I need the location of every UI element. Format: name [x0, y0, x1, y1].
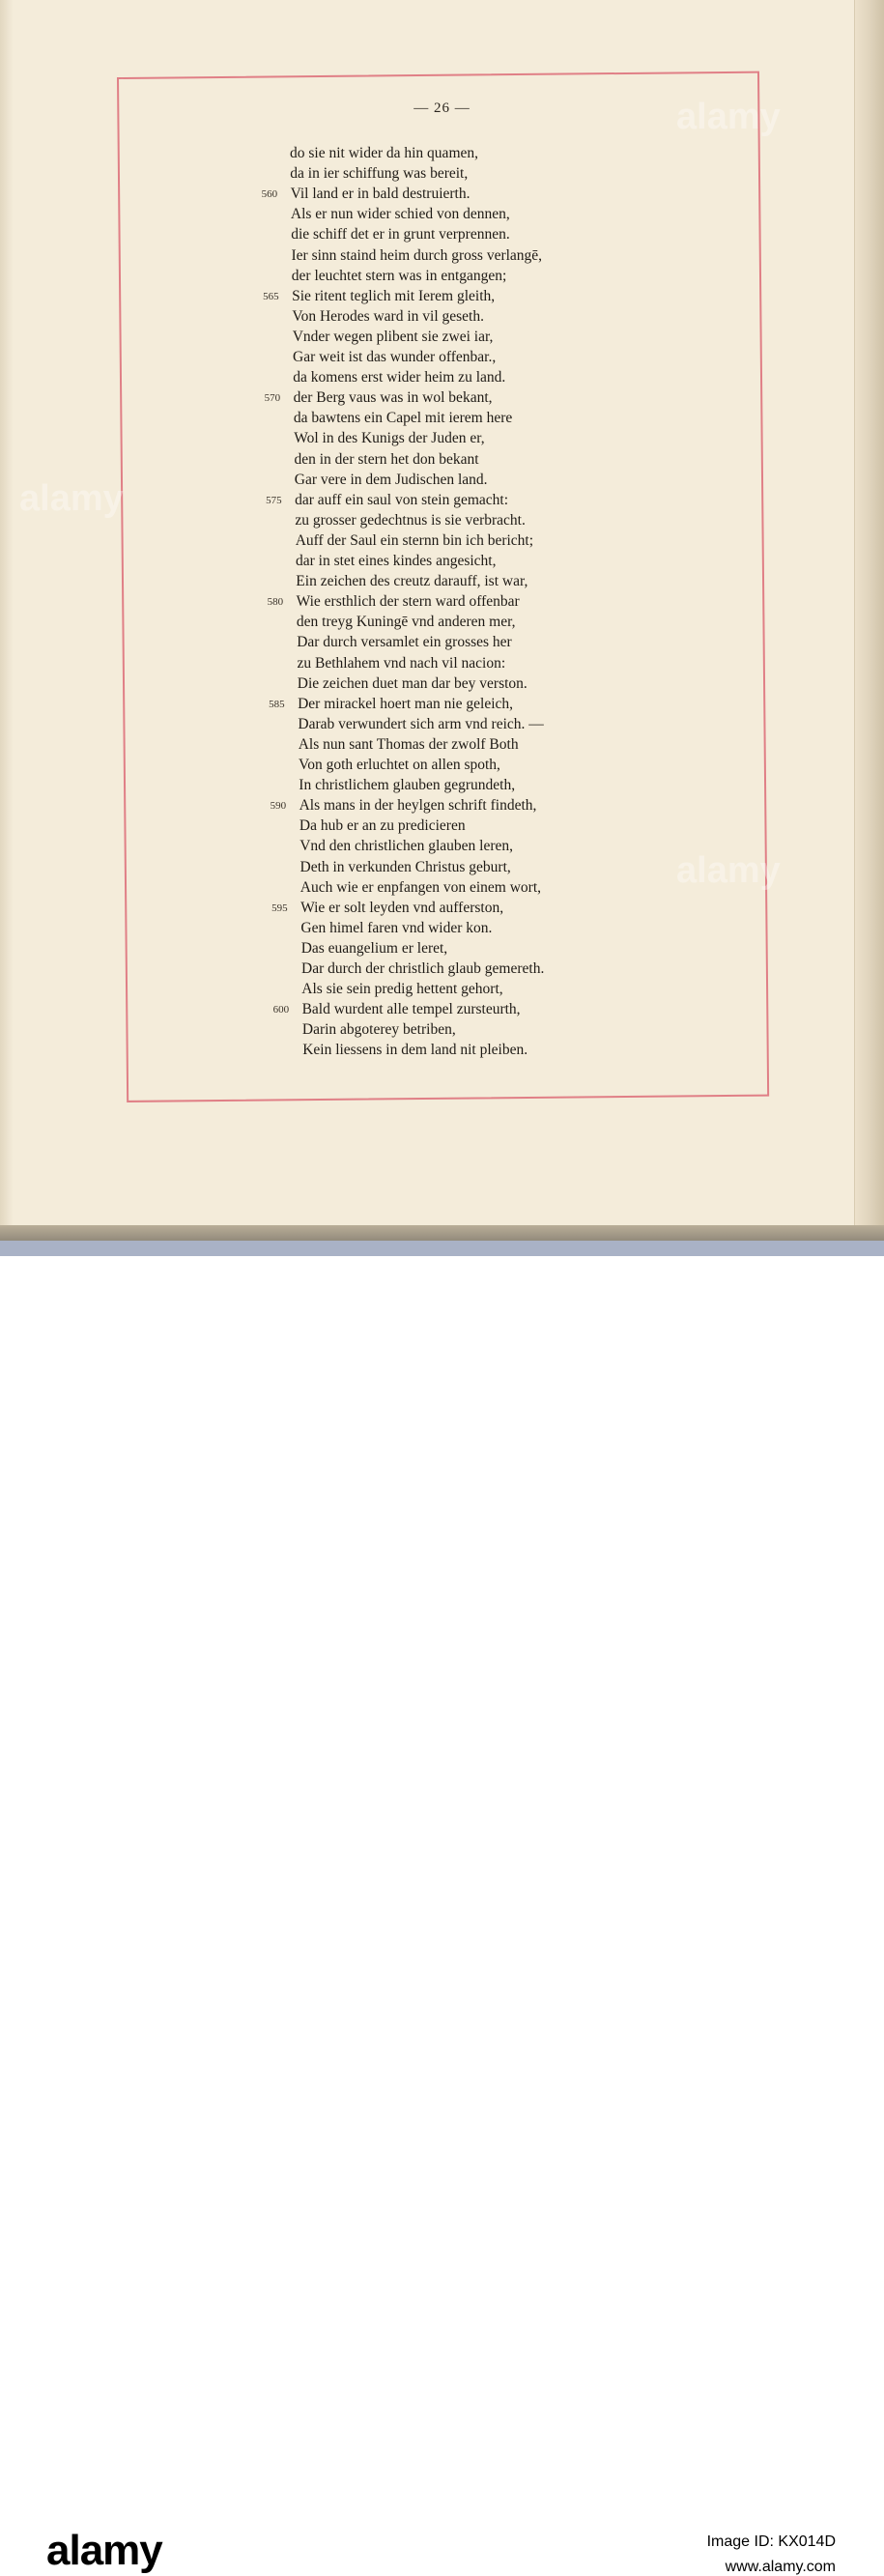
verse-line: Kein liessens in dem land nit pleiben.	[302, 1042, 528, 1059]
verse-line: Gar vere in dem Judischen land.	[294, 471, 488, 488]
verse-line: Gar weit ist das wunder offenbar.,	[293, 349, 497, 365]
line-number: 600	[272, 1004, 290, 1016]
verse-line: zu grosser gedechtnus is sie verbracht.	[295, 511, 526, 529]
verse-line: zu Bethlahem vnd nach vil nacion:	[297, 654, 506, 672]
verse-line: Dar durch der christlich glaub gemereth.	[301, 960, 545, 977]
line-number: 570	[264, 392, 281, 405]
verse-line: Von goth erluchtet on allen spoth,	[299, 757, 500, 773]
book-cover-strip	[0, 1241, 884, 1256]
verse-line: Vil land er in bald destruierth.	[290, 186, 471, 203]
page-edge	[854, 0, 884, 1232]
verse-line: Als sie sein predig hettent gehort,	[301, 981, 503, 998]
verse-line: den treyg Kuningē vnd anderen mer,	[296, 614, 516, 631]
scanned-page	[0, 0, 884, 1256]
site-url: www.alamy.com	[725, 2559, 836, 2575]
verse-line: Bald wurdent alle tempel zursteurth,	[301, 1001, 521, 1018]
verse-line: dar in stet eines kindes angesicht,	[296, 553, 497, 569]
verse-line: der leuchtet stern was in entgangen;	[291, 267, 507, 284]
line-number: 565	[263, 290, 279, 302]
verse-line: Da hub er an zu predicieren	[299, 817, 466, 835]
verse-line: den in der stern het don bekant	[294, 450, 479, 468]
verse-line: da bawtens ein Capel mit ierem here	[293, 410, 513, 427]
line-number: 560	[261, 188, 278, 201]
verse-line: Von Herodes ward in vil geseth.	[292, 307, 484, 325]
verse-line: Die zeichen duet man dar bey verston.	[297, 674, 528, 692]
verse-line: Darin abgoterey betriben,	[301, 1021, 456, 1039]
page-number: — 26 —	[413, 100, 471, 116]
watermark-logo: alamy	[676, 97, 781, 137]
verse-line: Wie ersthlich der stern ward offenbar	[296, 593, 520, 611]
verse-line: Wol in des Kunigs der Juden er,	[294, 430, 485, 447]
watermark-logo: alamy	[676, 850, 781, 891]
verse-line: Vnder wegen plibent sie zwei iar,	[292, 328, 494, 345]
verse-line: Dar durch versamlet ein grosses her	[297, 634, 512, 651]
verse-line: Darab verwundert sich arm vnd reich. —	[298, 715, 544, 732]
line-number: 580	[267, 596, 284, 609]
verse-line: dar auff ein saul von stein gemacht:	[295, 491, 509, 508]
verse-line: Deth in verkunden Christus geburt,	[299, 858, 511, 875]
stock-footer	[0, 1256, 884, 2575]
verse-line: Ein zeichen des creutz darauff, ist war,	[296, 573, 528, 590]
verse-line: die schiff det er in grunt verprennen.	[291, 226, 510, 243]
line-number: 595	[271, 902, 288, 914]
verse-line: Das euangelium er leret,	[300, 939, 448, 957]
verse-line: da in ier schiffung was bereit,	[290, 165, 469, 183]
verse-line: da komens erst wider heim zu land.	[293, 369, 506, 386]
verse-line: Als mans in der heylgen schrift findeth,	[299, 797, 537, 815]
verse-line: Vnd den christlichen glauben leren,	[299, 838, 513, 855]
verse-line: Wie er solt leyden vnd aufferston,	[300, 899, 504, 916]
line-number: 575	[266, 494, 282, 506]
verse-line: Ier sinn staind heim durch gross verlangē,	[291, 246, 543, 264]
alamy-logo: alamy	[46, 2527, 162, 2574]
verse-line: Auch wie er enpfangen von einem wort,	[299, 878, 542, 896]
verse-line: Gen himel faren vnd wider kon.	[300, 919, 493, 936]
verse-line: Auff der Saul ein sternn bin ich bericht;	[295, 531, 534, 549]
image-id-label: Image ID: KX014D	[706, 2533, 836, 2550]
line-number: 585	[269, 698, 285, 710]
verse-line: Sie ritent teglich mit Ierem gleith,	[292, 287, 496, 304]
verse-line: In christlichem glauben gegrundeth,	[299, 777, 516, 794]
verse-line: Der mirackel hoert man nie geleich,	[298, 695, 514, 712]
line-number: 590	[270, 800, 287, 813]
verse-line: der Berg vaus was in wol bekant,	[293, 389, 493, 407]
verse-line: do sie nit wider da hin quamen,	[290, 145, 478, 161]
verse-line: Als nun sant Thomas der zwolf Both	[298, 735, 519, 753]
watermark-logo: alamy	[19, 478, 124, 519]
verse-line: Als er nun wider schied von dennen,	[290, 206, 510, 223]
page-gutter-shadow	[0, 0, 14, 1232]
